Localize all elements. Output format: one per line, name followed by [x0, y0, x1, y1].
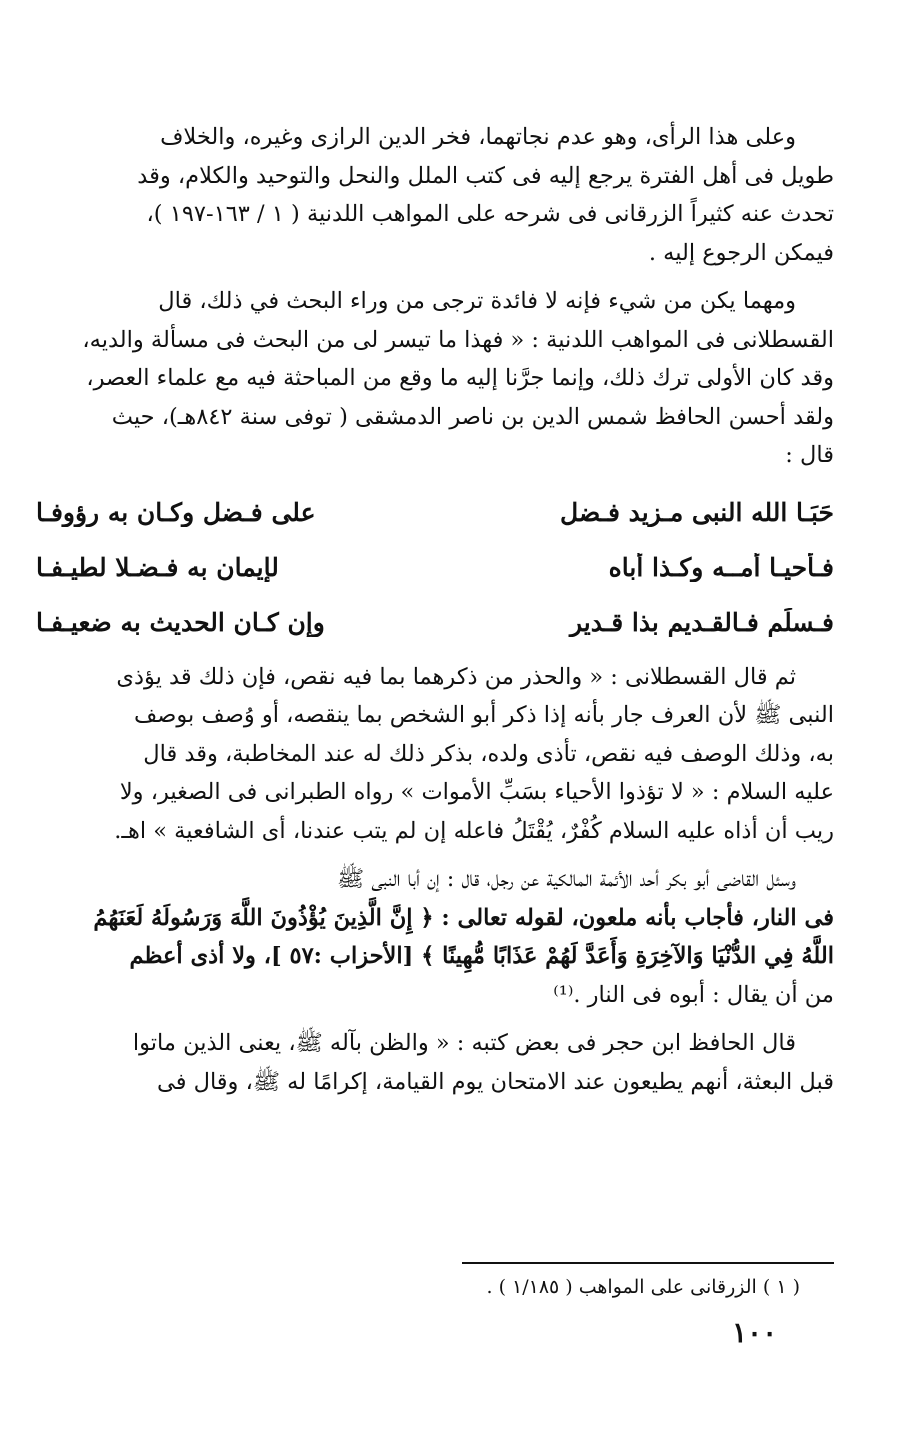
poem-verse [36, 540, 834, 595]
poem-hemistich-second: وإن كـان الحديث به ضعيـفـا [36, 607, 325, 637]
paragraph-gap [36, 272, 834, 282]
paragraph-gap [36, 850, 834, 860]
paragraph-2 [36, 282, 834, 475]
text-line: فيمكن الرجوع إليه . [648, 239, 834, 266]
poem-hemistich-first: فـسلِّم فـالقـديم بذا قـدير [570, 607, 834, 637]
text-line: طويل فى أهل الفترة يرجع إليه فى كتب الملل والنحل والتوحيد والكلام، وقد [137, 162, 834, 189]
text-line: به، وذلك الوصف فيه نقص، تأذى ولده، بذكر ذلك له عند المخاطبة، وقد قال [143, 740, 834, 767]
text-line: وقد كان الأولى ترك ذلك، وإنما جرَّنا إليه ما وقع من المباحثة فيه مع علماء العصر، [86, 365, 834, 391]
poem-block [36, 485, 834, 650]
poem-hemistich-second: على فـضل وكـان به رؤوفـا [36, 497, 316, 527]
text-line: النبى ﷺ لأن العرف جار بأنه إذا ذكر أبو الشخص بما ينقصه، أو وُصف بوصف [133, 702, 834, 728]
paragraph-4 [36, 860, 834, 1014]
paragraph-gap [36, 1014, 834, 1024]
poem-hemistich-first: حَبَـا الله النبى مـزيد فـضل [560, 497, 834, 527]
text-line-quran: اللَّهُ فِي الدُّنْيَا وَالآخِرَةِ وَأَعَدَّ لَهُمْ عَذَابًا مُّهِينًا ﴾ [الأحزاب :٥٧ ]، ولا أذى أعظم [129, 943, 834, 969]
text-line: ومهما يكن من شيء فإنه لا فائدة ترجى من وراء البحث في ذلك، قال [158, 288, 796, 314]
text-line: عليه السلام : « لا تؤذوا الأحياء بسَبِّ الأموات » رواه الطبرانى فى الصغير، ولا [119, 779, 834, 805]
footnote: ( ١ ) الزرقانى على المواهب ( ١/١٨٥ ) . [486, 1276, 800, 1298]
poem-hemistich-second: لإيمان به فـضـلا لطيـفـا [36, 552, 279, 582]
text-line: من أن يقال : أبوه فى النار .⁽¹⁾ [553, 981, 834, 1008]
text-line: ولقد أحسن الحافظ شمس الدين بن ناصر الدمشقى ( توفى سنة ٨٤٢هـ)، حيث [111, 403, 834, 430]
text-line: القسطلانى فى المواهب اللدنية : « فهذا ما تيسر لى من البحث فى مسألة والديه، [82, 326, 834, 353]
text-line-quran: فى النار، فأجاب بأنه ملعون، لقوله تعالى : ﴿ إِنَّ الَّذِينَ يُؤْذُونَ اللَّهَ وَرَسُولَهُ لَعَنَهُمُ [93, 904, 834, 931]
poem-verse [36, 595, 834, 650]
text-line: قال الحافظ ابن حجر فى بعض كتبه : « والظن بآله ﷺ، يعنى الذين ماتوا [132, 1030, 796, 1056]
page-body [36, 118, 834, 1440]
text-line: وسئل القاضى أبو بكر أحد الأئمة المالكية عن رجل، قال : إن أبا النبى ﷺ [337, 866, 796, 892]
paragraph-3 [36, 658, 834, 851]
text-line: قبل البعثة، أنهم يطيعون عند الامتحان يوم القيامة، إكرامًا له ﷺ، وقال فى [156, 1068, 834, 1095]
text-line: وعلى هذا الرأى، وهو عدم نجاتهما، فخر الدين الرازى وغيره، والخلاف [160, 124, 796, 150]
poem-verse [36, 485, 834, 540]
text-line: ثم قال القسطلانى : « والحذر من ذكرهما بما فيه نقص، فإن ذلك قد يؤذى [116, 663, 796, 690]
text-line: قال : [785, 442, 834, 468]
poem-hemistich-first: فـأحيـا أمــه وكـذا أباه [608, 552, 834, 582]
footnote-divider [462, 1262, 834, 1264]
text-line: ريب أن أذاه عليه السلام كُفْرٌ، يُقْتَلُ فاعله إن لم يتب عندنا، أى الشافعية » اهـ. [114, 817, 834, 844]
paragraph-5 [36, 1024, 834, 1101]
paragraph-1 [36, 118, 834, 272]
text-line: تحدث عنه كثيراً الزرقانى فى شرحه على المواهب اللدنية ( ١ / ١٦٣-١٩٧ )، [146, 201, 834, 227]
page-number: ١٠٠ [732, 1316, 778, 1349]
